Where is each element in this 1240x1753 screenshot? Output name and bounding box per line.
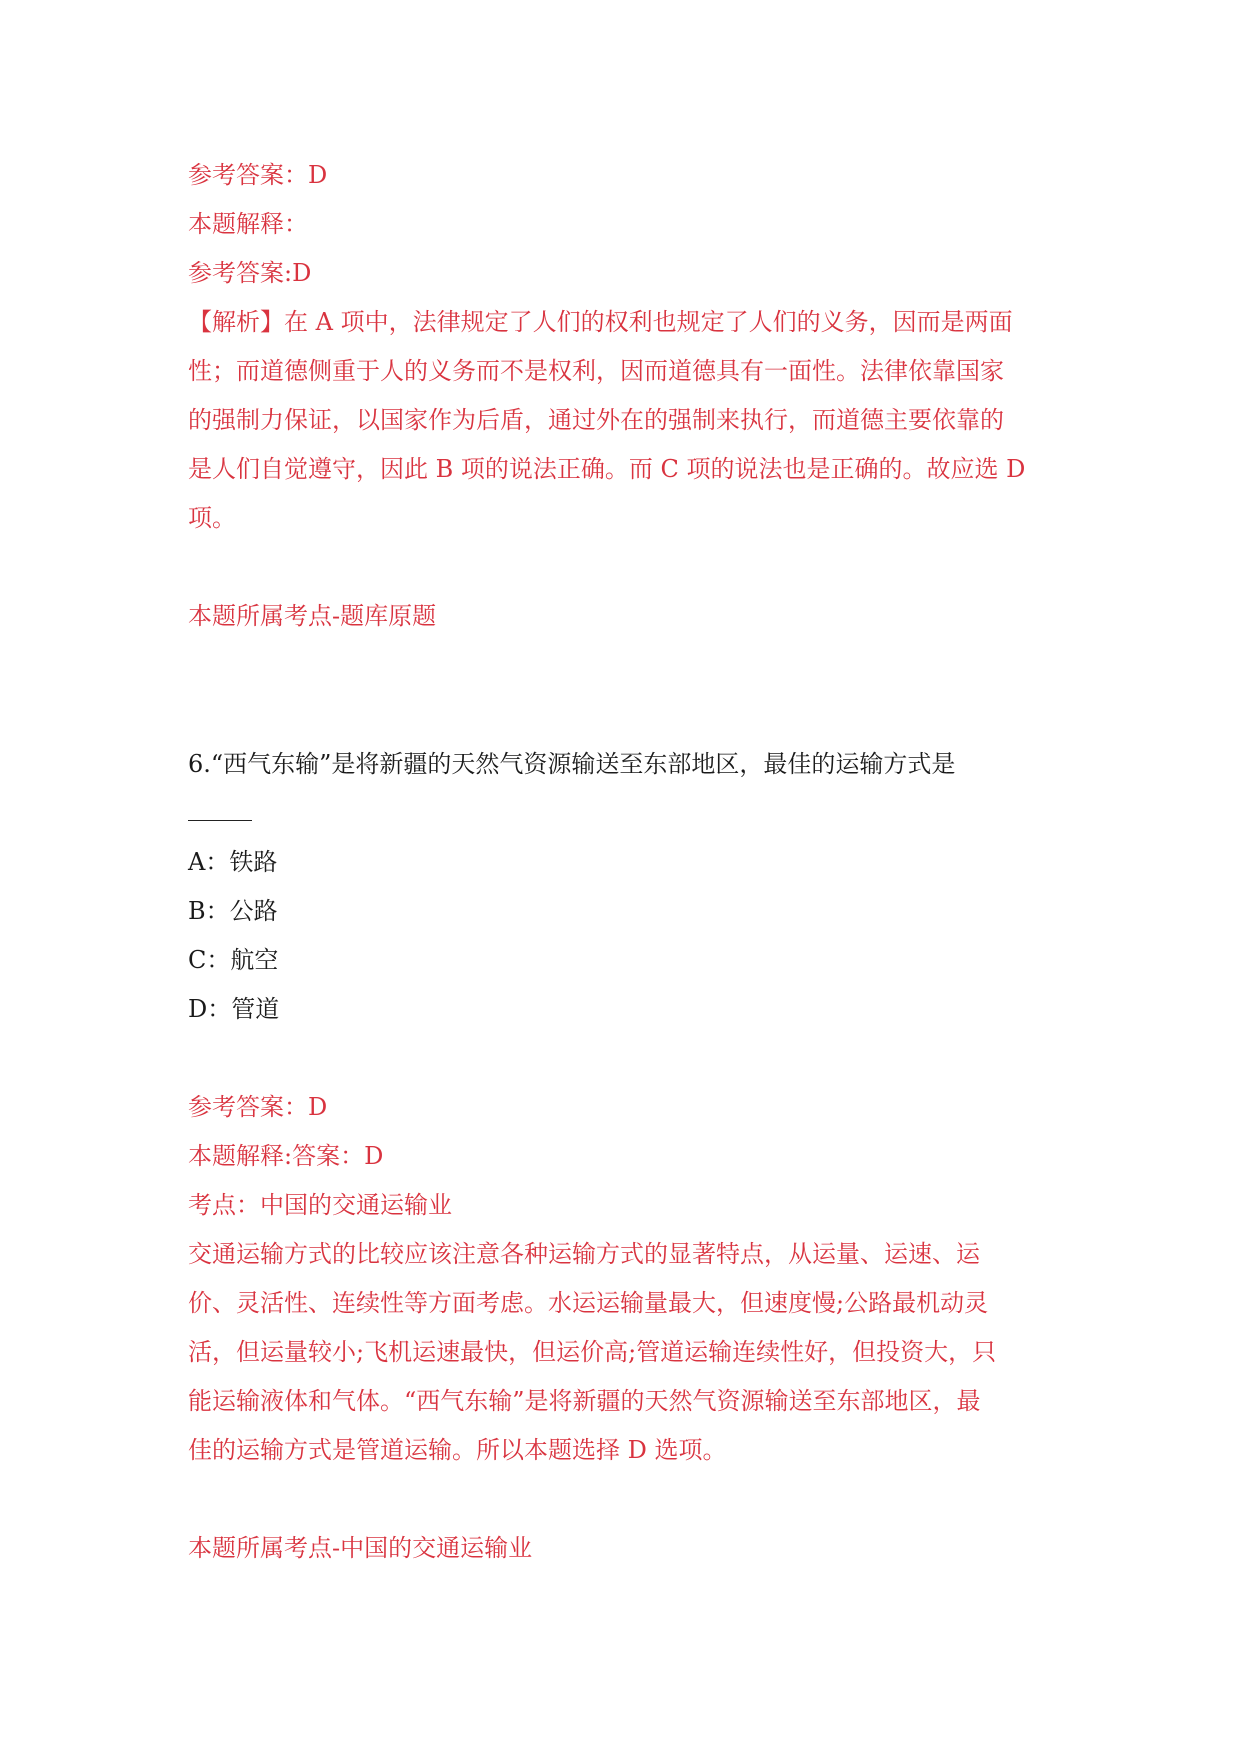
analysis-text: 在 A 项中，法律规定了人们的权利也规定了人们的义务，因而是两面 [284, 308, 1013, 336]
q6-option-c: C：航空 [188, 946, 279, 974]
q5-analysis-line-1 [188, 298, 1013, 347]
q5-ref-answer: 参考答案：D [188, 161, 328, 189]
q6-analysis-line-2: 价、灵活性、连续性等方面考虑。水运运输量最大，但速度慢;公路最机动灵 [188, 1289, 989, 1317]
q6-option-a: A：铁路 [188, 848, 278, 876]
q6-analysis-line-1: 交通运输方式的比较应该注意各种运输方式的显著特点，从运量、运速、运 [188, 1240, 980, 1268]
q5-analysis-line-2: 性；而道德侧重于人的义务而不是权利，因而道德具有一面性。法律依靠国家 [188, 357, 1004, 385]
q6-topic: 本题所属考点-中国的交通运输业 [188, 1534, 533, 1562]
q6-stem: 6.“西气东输”是将新疆的天然气资源输送至东部地区，最佳的运输方式是 [188, 750, 956, 778]
q5-topic: 本题所属考点-题库原题 [188, 602, 437, 630]
q6-analysis-line-4: 能运输液体和气体。“西气东输”是将新疆的天然气资源输送至东部地区，最 [188, 1387, 981, 1415]
q5-analysis-line-3: 的强制力保证，以国家作为后盾，通过外在的强制来执行，而道德主要依靠的 [188, 406, 1004, 434]
q6-option-b: B：公路 [188, 897, 278, 925]
q6-analysis-line-3: 活，但运量较小;飞机运速最快，但运价高;管道运输连续性好，但投资大，只 [188, 1338, 997, 1366]
q5-analysis-line-5: 项。 [188, 504, 236, 532]
q6-option-d: D：管道 [188, 995, 280, 1023]
q5-ref-answer-2: 参考答案:D [188, 259, 312, 287]
q5-analysis-line-4: 是人们自觉遵守，因此 B 项的说法正确。而 C 项的说法也是正确的。故应选 D [188, 455, 1026, 483]
q6-point: 考点：中国的交通运输业 [188, 1191, 452, 1219]
q6-analysis-line-5: 佳的运输方式是管道运输。所以本题选择 D 选项。 [188, 1436, 727, 1464]
q6-ref-answer: 参考答案：D [188, 1093, 328, 1121]
q5-explain-label: 本题解释： [188, 210, 308, 238]
analysis-tag: 【解析】 [188, 308, 284, 336]
q6-explain: 本题解释:答案：D [188, 1142, 384, 1170]
answer-blank [188, 820, 252, 821]
